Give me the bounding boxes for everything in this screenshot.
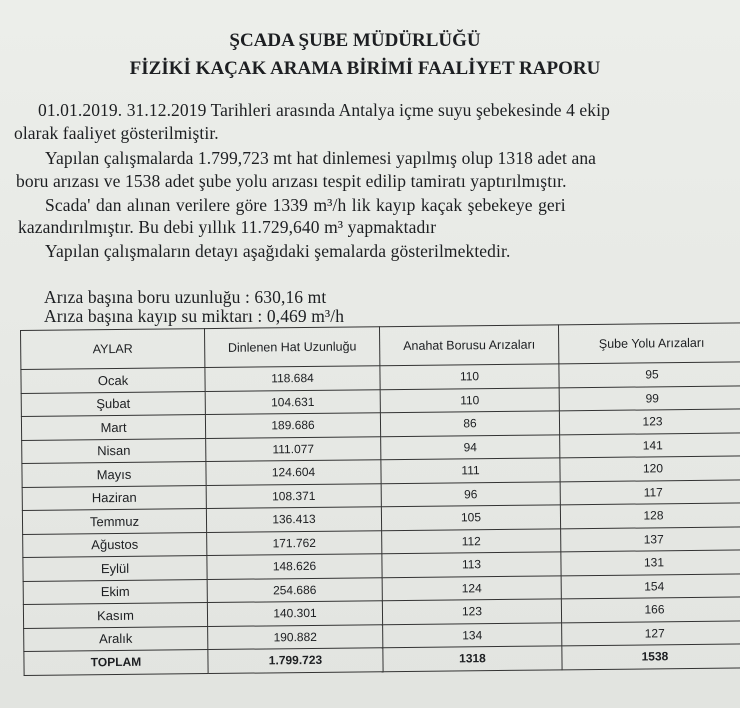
cell-main-pipe-faults: 134 xyxy=(383,622,562,647)
cell-branch-faults: 123 xyxy=(559,409,740,434)
paragraph-line: kazandırılmıştır. Bu debi yıllık 11.729,640 m³ yapmaktadır xyxy=(18,217,437,237)
monthly-activity-table xyxy=(20,322,740,675)
cell-line-length: 140.301 xyxy=(207,601,382,626)
cell-branch-faults: 141 xyxy=(560,432,740,457)
cell-main-pipe-faults: 110 xyxy=(380,364,559,389)
cell-line-length: 171.762 xyxy=(207,530,382,555)
cell-line-length: 111.077 xyxy=(206,436,381,461)
column-header-line-length: Dinlenen Hat Uzunluğu xyxy=(204,327,379,368)
paragraph-line: Yapılan çalışmalarda 1.799,723 mt hat dinlemesi yapılmış olup 1318 adet ana xyxy=(45,148,597,168)
total-line-length: 1.799.723 xyxy=(208,648,383,673)
total-month: TOPLAM xyxy=(24,650,208,675)
paragraph-line: Yapılan çalışmaların detayı aşağıdaki şemalarda gösterilmektedir. xyxy=(45,241,511,261)
column-header-months: AYLAR xyxy=(21,329,205,370)
cell-branch-faults: 154 xyxy=(561,573,740,598)
cell-main-pipe-faults: 110 xyxy=(380,387,559,412)
cell-main-pipe-faults: 113 xyxy=(382,552,561,577)
cell-main-pipe-faults: 124 xyxy=(382,575,561,600)
department-title: ŞCADA ŞUBE MÜDÜRLÜĞÜ xyxy=(229,30,481,51)
cell-line-length: 254.686 xyxy=(207,577,382,602)
cell-month: Şubat xyxy=(21,391,205,416)
cell-line-length: 118.684 xyxy=(205,366,380,391)
column-header-main-pipe-faults: Anahat Borusu Arızaları xyxy=(379,325,558,366)
cell-branch-faults: 120 xyxy=(560,456,740,481)
cell-line-length: 108.371 xyxy=(206,483,381,508)
cell-line-length: 148.626 xyxy=(207,554,382,579)
cell-line-length: 136.413 xyxy=(206,507,381,532)
cell-line-length: 104.631 xyxy=(205,389,380,414)
cell-branch-faults: 117 xyxy=(560,479,740,504)
cell-main-pipe-faults: 111 xyxy=(381,458,560,483)
cell-month: Aralık xyxy=(24,626,208,651)
cell-month: Ekim xyxy=(23,579,207,604)
cell-month: Nisan xyxy=(22,438,206,463)
cell-main-pipe-faults: 123 xyxy=(382,599,561,624)
cell-month: Ocak xyxy=(21,368,205,393)
total-branch-faults: 1538 xyxy=(562,644,740,669)
cell-month: Ağustos xyxy=(23,532,207,557)
cell-branch-faults: 99 xyxy=(559,385,740,410)
paragraph-line: boru arızası ve 1538 adet şube yolu arızası tespit edilip tamiratı yaptırılmıştır. xyxy=(16,171,567,191)
report-title: FİZİKİ KAÇAK ARAMA BİRİMİ FAALİYET RAPORU xyxy=(129,58,601,79)
paragraph-line: Scada' dan alınan verilere göre 1339 m³/h lik kayıp kaçak şebekeye geri xyxy=(45,195,566,215)
column-header-branch-faults: Şube Yolu Arızaları xyxy=(558,323,740,364)
paragraph-line: olarak faaliyet gösterilmiştir. xyxy=(14,123,219,143)
cell-line-length: 189.686 xyxy=(205,413,380,438)
cell-line-length: 190.882 xyxy=(208,624,383,649)
paragraph-line: 01.01.2019. 31.12.2019 Tarihleri arasında Antalya içme suyu şebekesinde 4 ekip xyxy=(38,100,610,120)
cell-month: Eylül xyxy=(23,556,207,581)
pipe-length-per-fault: Arıza başına boru uzunluğu : 630,16 mt xyxy=(44,287,327,307)
cell-branch-faults: 137 xyxy=(561,526,740,551)
cell-branch-faults: 166 xyxy=(561,597,740,622)
total-main-pipe-faults: 1318 xyxy=(383,646,562,671)
cell-main-pipe-faults: 112 xyxy=(382,528,561,553)
cell-line-length: 124.604 xyxy=(206,460,381,485)
cell-month: Kasım xyxy=(23,603,207,628)
cell-branch-faults: 131 xyxy=(561,550,740,575)
cell-main-pipe-faults: 105 xyxy=(381,505,560,530)
cell-branch-faults: 127 xyxy=(562,620,740,645)
cell-main-pipe-faults: 86 xyxy=(380,411,559,436)
cell-main-pipe-faults: 96 xyxy=(381,481,560,506)
cell-month: Haziran xyxy=(22,485,206,510)
cell-branch-faults: 128 xyxy=(560,503,740,528)
cell-month: Mayıs xyxy=(22,462,206,487)
cell-branch-faults: 95 xyxy=(559,362,740,387)
cell-main-pipe-faults: 94 xyxy=(381,434,560,459)
water-loss-per-fault: Arıza başına kayıp su miktarı : 0,469 m³/h xyxy=(44,306,345,326)
cell-month: Mart xyxy=(21,415,205,440)
cell-month: Temmuz xyxy=(22,509,206,534)
